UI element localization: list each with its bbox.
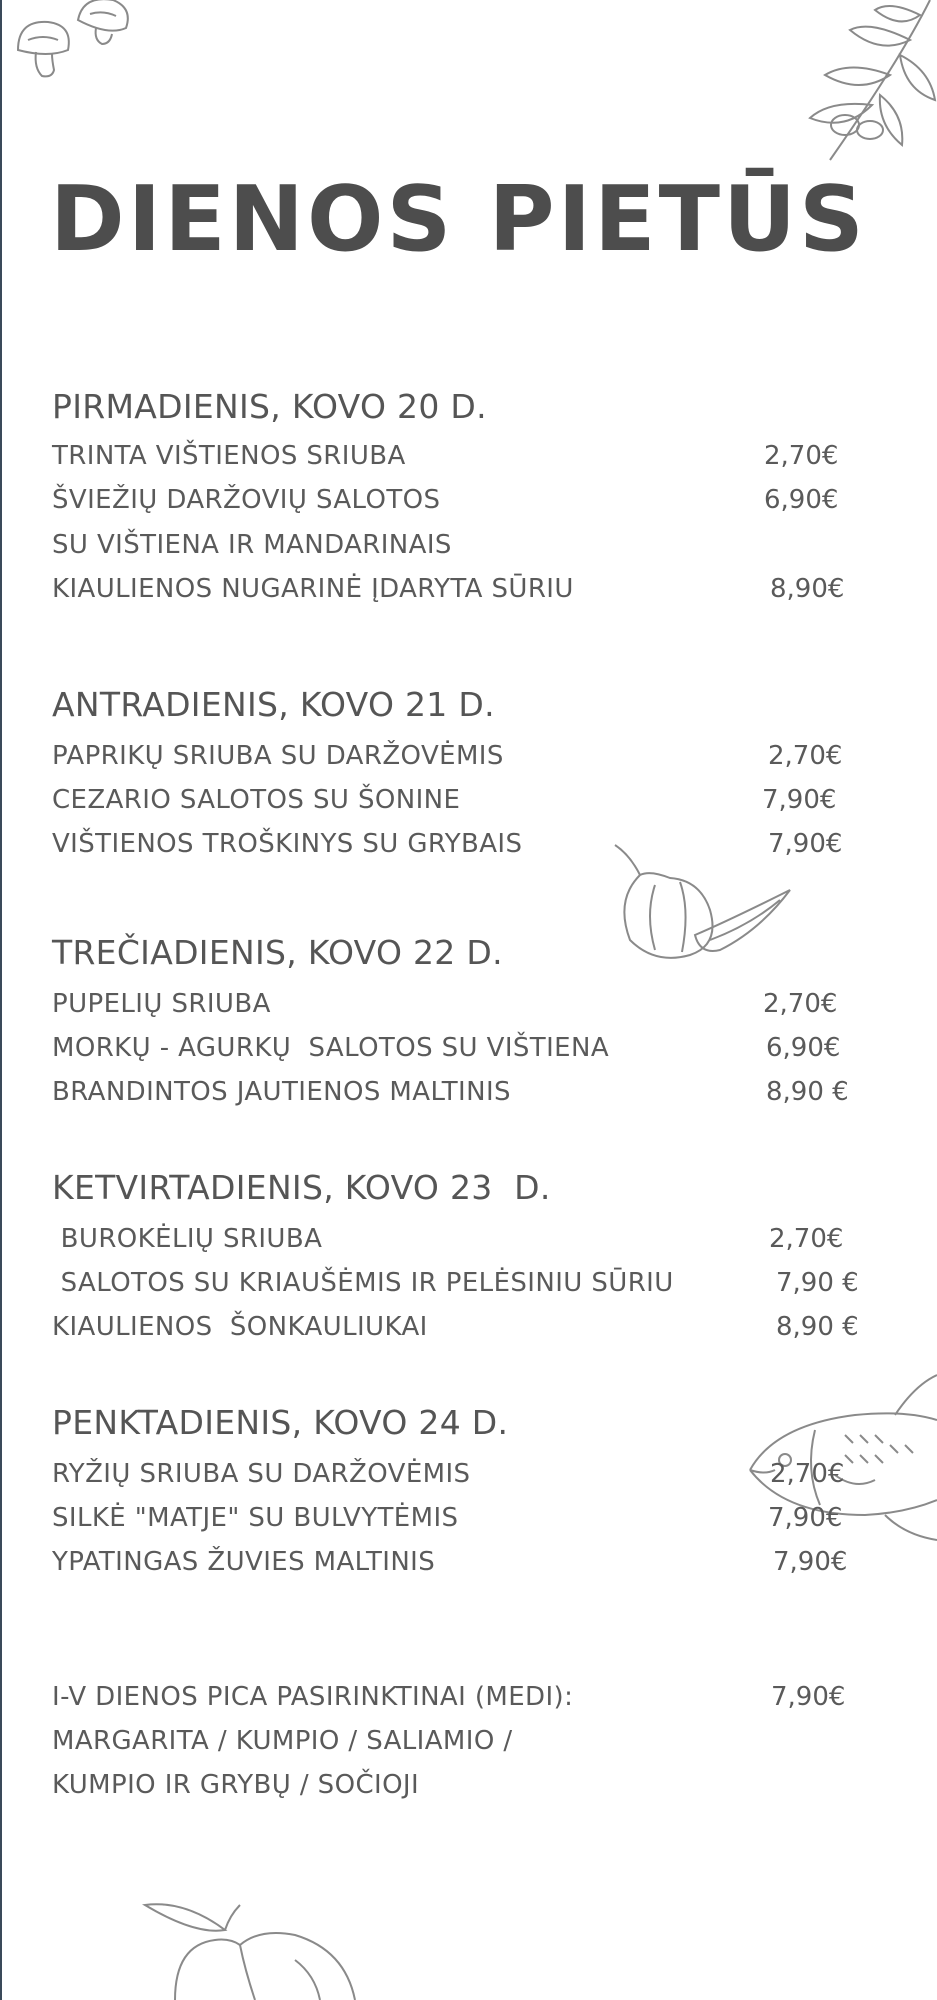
day-heading-wednesday: TREČIADIENIS, KOVO 22 D.	[52, 933, 503, 972]
menu-item-price: 2,70€	[769, 1224, 844, 1254]
menu-item: BRANDINTOS JAUTIENOS MALTINIS	[52, 1077, 511, 1107]
mushroom-icon	[8, 0, 133, 80]
menu-item: SU VIŠTIENA IR MANDARINAIS	[52, 530, 452, 560]
menu-item-price: 6,90€	[764, 485, 839, 515]
menu-item: SILKĖ "MATJE" SU BULVYTĖMIS	[52, 1503, 459, 1533]
menu-item-price: 7,90€	[768, 829, 843, 859]
menu-item-price: 8,90 €	[766, 1077, 849, 1107]
olive-branch-icon	[790, 0, 937, 170]
day-heading-tuesday: ANTRADIENIS, KOVO 21 D.	[52, 685, 495, 724]
page-edge	[0, 0, 2, 2000]
menu-item-price: 8,90€	[770, 574, 845, 604]
menu-item-price: 7,90€	[768, 1503, 843, 1533]
menu-item: KIAULIENOS ŠONKAULIUKAI	[52, 1312, 428, 1342]
menu-item: MORKŲ - AGURKŲ SALOTOS SU VIŠTIENA	[52, 1033, 610, 1063]
menu-item: TRINTA VIŠTIENOS SRIUBA	[52, 441, 406, 471]
menu-item-price: 2,70€	[763, 989, 838, 1019]
menu-item: YPATINGAS ŽUVIES MALTINIS	[52, 1547, 436, 1577]
day-heading-thursday: KETVIRTADIENIS, KOVO 23 D.	[52, 1168, 551, 1207]
menu-item: VIŠTIENOS TROŠKINYS SU GRYBAIS	[52, 829, 523, 859]
menu-item-price: 2,70€	[764, 441, 839, 471]
menu-item-price: 2,70€	[770, 1459, 845, 1489]
menu-item: PUPELIŲ SRIUBA	[52, 989, 271, 1019]
menu-item: SALOTOS SU KRIAUŠĖMIS IR PELĖSINIU SŪRIU	[52, 1268, 674, 1298]
pizza-options: MARGARITA / KUMPIO / SALIAMIO /	[52, 1726, 513, 1756]
menu-item: BUROKĖLIŲ SRIUBA	[52, 1224, 323, 1254]
menu-item-price: 7,90€	[762, 785, 837, 815]
day-heading-friday: PENKTADIENIS, KOVO 24 D.	[52, 1403, 509, 1442]
apple-icon	[145, 1900, 365, 2000]
menu-item: CEZARIO SALOTOS SU ŠONINE	[52, 785, 461, 815]
menu-item: RYŽIŲ SRIUBA SU DARŽOVĖMIS	[52, 1459, 471, 1489]
pizza-options: KUMPIO IR GRYBŲ / SOČIOJI	[52, 1770, 420, 1800]
menu-item-price: 6,90€	[766, 1033, 841, 1063]
menu-item-price: 2,70€	[768, 741, 843, 771]
day-heading-monday: PIRMADIENIS, KOVO 20 D.	[52, 387, 487, 426]
menu-item-price: 7,90€	[773, 1547, 848, 1577]
menu-item: ŠVIEŽIŲ DARŽOVIŲ SALOTOS	[52, 485, 441, 515]
menu-item-price: 7,90 €	[776, 1268, 859, 1298]
page-title: DIENOS PIETŪS	[50, 167, 867, 272]
garlic-icon	[610, 840, 800, 970]
pizza-price: 7,90€	[771, 1682, 846, 1712]
menu-item: PAPRIKŲ SRIUBA SU DARŽOVĖMIS	[52, 741, 504, 771]
menu-item-price: 8,90 €	[776, 1312, 859, 1342]
pizza-offer: I-V DIENOS PICA PASIRINKTINAI (MEDI):	[52, 1682, 574, 1712]
menu-item: KIAULIENOS NUGARINĖ ĮDARYTA SŪRIU	[52, 574, 574, 604]
